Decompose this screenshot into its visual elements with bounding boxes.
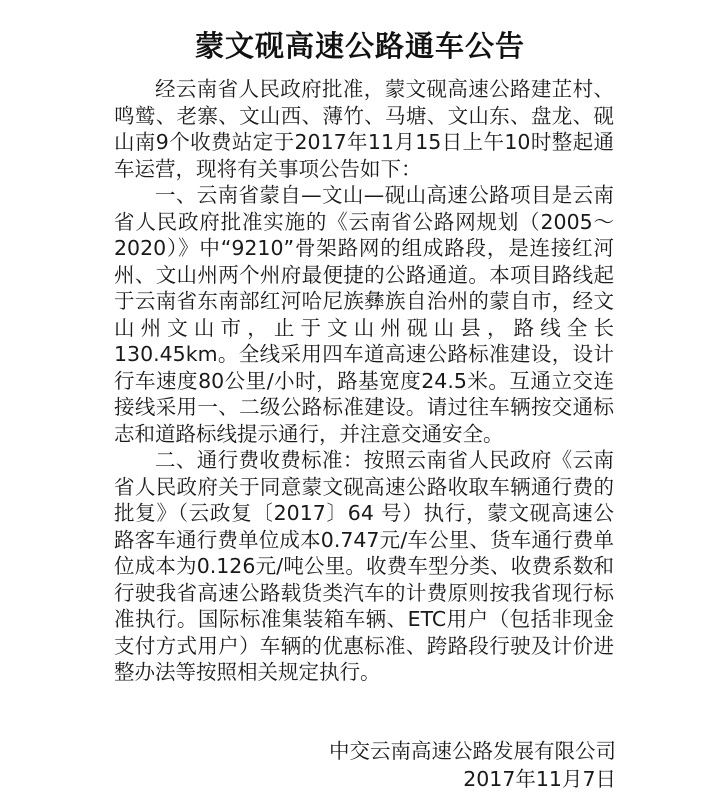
announcement-body	[114, 76, 614, 686]
section-one-paragraph: 一、云南省蒙自—文山—砚山高速公路项目是云南省人民政府批准实施的《云南省公路网规划（2005～2020）》中“9210”骨架路网的组成路段，是连接红河州、文山州两个州府最便捷的公路通道。本项目路线起于云南省东南部红河哈尼族彝族自治州的蒙自市，经文山州文山市，止于文山州砚山县，路线全长130.45km。全线采用四车道高速公路标准建设，设计行车速度80公里/小时，路基宽度24.5米。互通立交连接线采用一、二级公路标准建设。请过往车辆按交通标志和道路标线提示通行，并注意交通安全。	[114, 183, 614, 446]
page-title: 蒙文砚高速公路通车公告	[194, 29, 525, 63]
issuer-organization: 中交云南高速公路发展有限公司	[329, 739, 616, 763]
issue-date: 2017年11月7日	[463, 767, 616, 791]
signature-block	[329, 737, 616, 793]
intro-paragraph: 经云南省人民政府批准，蒙文砚高速公路建芷村、鸣鹫、老寨、文山西、薄竹、马塘、文山东、盘龙、砚山南9个收费站定于2017年11月15日上午10时整起通车运营，现将有关事项公告如下：	[114, 77, 614, 181]
section-two-paragraph: 二、通行费收费标准：按照云南省人民政府《云南省人民政府关于同意蒙文砚高速公路收取车辆通行费的批复》（云政复〔2017〕64 号）执行，蒙文砚高速公路客车通行费单位成本0.747元/车公里、货车通行费单位成本为0.126元/吨公里。收费车型分类、收费系数和行驶我省高速公路载货类汽车的计费原则按我省现行标准执行。国际标准集装箱车辆、ETC用户（包括非现金支付方式用户）车辆的优惠标准、跨路段行驶及计价进整办法等按照相关规定执行。	[114, 448, 614, 684]
